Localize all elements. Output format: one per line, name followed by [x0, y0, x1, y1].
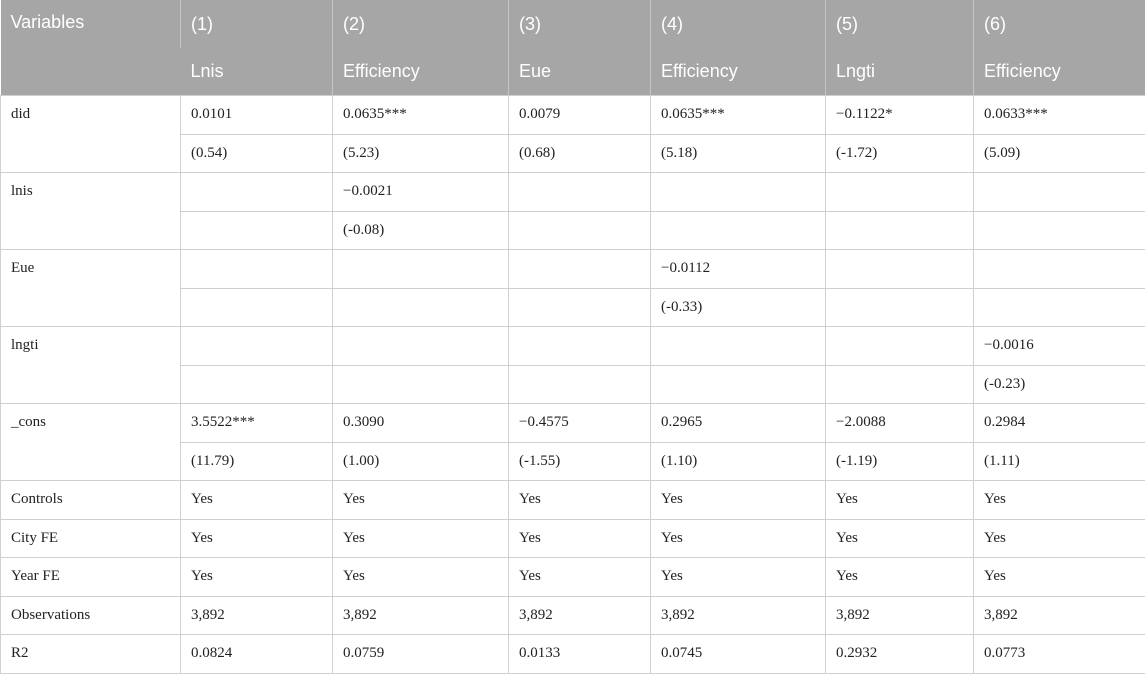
coefficient-cell: 0.2965 — [651, 404, 826, 443]
table-header — [1, 0, 1145, 96]
coefficient-cell: 0.2984 — [974, 404, 1145, 443]
t-statistic-cell — [181, 211, 333, 250]
summary-cell: Yes — [509, 558, 651, 597]
t-statistic-cell — [509, 288, 651, 327]
summary-cell: 0.0824 — [181, 635, 333, 674]
summary-cell: 0.0745 — [651, 635, 826, 674]
row-label: did — [1, 96, 181, 173]
table-row-coef — [1, 327, 1145, 366]
coefficient-cell — [333, 250, 509, 289]
row-label: Controls — [1, 481, 181, 520]
model-number-5: (5) — [826, 0, 974, 48]
summary-cell: 3,892 — [651, 596, 826, 635]
variables-header: Variables — [1, 0, 181, 96]
summary-cell: Yes — [509, 519, 651, 558]
t-statistic-cell: (5.23) — [333, 134, 509, 173]
dependent-var-4: Efficiency — [651, 48, 826, 96]
model-number-1: (1) — [181, 0, 333, 48]
summary-cell: 0.2932 — [826, 635, 974, 674]
model-number-4: (4) — [651, 0, 826, 48]
dependent-var-1: Lnis — [181, 48, 333, 96]
summary-cell: Yes — [181, 519, 333, 558]
summary-cell: 3,892 — [333, 596, 509, 635]
summary-cell: Yes — [333, 558, 509, 597]
t-statistic-cell: (-0.23) — [974, 365, 1145, 404]
row-label: lngti — [1, 327, 181, 404]
table-row-coef — [1, 173, 1145, 212]
model-number-6: (6) — [974, 0, 1145, 48]
summary-cell: 0.0773 — [974, 635, 1145, 674]
coefficient-cell — [651, 327, 826, 366]
coefficient-cell — [181, 173, 333, 212]
table-row-summary — [1, 481, 1145, 520]
header-row-model-numbers — [1, 0, 1145, 48]
table-row-coef — [1, 96, 1145, 135]
coefficient-cell: 0.0635*** — [333, 96, 509, 135]
t-statistic-cell: (11.79) — [181, 442, 333, 481]
coefficient-cell: 3.5522*** — [181, 404, 333, 443]
summary-cell: Yes — [826, 519, 974, 558]
summary-cell: Yes — [826, 481, 974, 520]
table-row-summary — [1, 635, 1145, 674]
summary-cell: 3,892 — [509, 596, 651, 635]
coefficient-cell — [509, 250, 651, 289]
summary-cell: Yes — [651, 519, 826, 558]
t-statistic-cell: (0.54) — [181, 134, 333, 173]
t-statistic-cell — [826, 211, 974, 250]
table-row-coef — [1, 250, 1145, 289]
summary-cell: Yes — [974, 558, 1145, 597]
table-row-summary — [1, 519, 1145, 558]
row-label: Observations — [1, 596, 181, 635]
dependent-var-3: Eue — [509, 48, 651, 96]
row-label: City FE — [1, 519, 181, 558]
row-label: Year FE — [1, 558, 181, 597]
row-label: _cons — [1, 404, 181, 481]
coefficient-cell: −0.0016 — [974, 327, 1145, 366]
summary-cell: 3,892 — [974, 596, 1145, 635]
t-statistic-cell — [509, 211, 651, 250]
coefficient-cell — [974, 250, 1145, 289]
coefficient-cell — [826, 173, 974, 212]
t-statistic-cell: (5.18) — [651, 134, 826, 173]
summary-cell: Yes — [826, 558, 974, 597]
model-number-3: (3) — [509, 0, 651, 48]
coefficient-cell: −0.0021 — [333, 173, 509, 212]
summary-cell: 0.0133 — [509, 635, 651, 674]
summary-cell: Yes — [333, 519, 509, 558]
t-statistic-cell: (-0.33) — [651, 288, 826, 327]
t-statistic-cell — [333, 288, 509, 327]
t-statistic-cell — [974, 211, 1145, 250]
t-statistic-cell — [181, 365, 333, 404]
coefficient-cell: −2.0088 — [826, 404, 974, 443]
t-statistic-cell — [826, 365, 974, 404]
coefficient-cell: 0.0635*** — [651, 96, 826, 135]
coefficient-cell — [333, 327, 509, 366]
coefficient-cell: −0.4575 — [509, 404, 651, 443]
t-statistic-cell — [974, 288, 1145, 327]
t-statistic-cell: (-1.19) — [826, 442, 974, 481]
dependent-var-2: Efficiency — [333, 48, 509, 96]
summary-cell: Yes — [333, 481, 509, 520]
coefficient-cell: −0.1122* — [826, 96, 974, 135]
summary-cell: 3,892 — [826, 596, 974, 635]
t-statistic-cell: (1.11) — [974, 442, 1145, 481]
t-statistic-cell: (-0.08) — [333, 211, 509, 250]
t-statistic-cell — [333, 365, 509, 404]
model-number-2: (2) — [333, 0, 509, 48]
coefficient-cell — [509, 327, 651, 366]
t-statistic-cell: (1.10) — [651, 442, 826, 481]
coefficient-cell — [826, 327, 974, 366]
row-label: R2 — [1, 635, 181, 674]
summary-cell: 3,892 — [181, 596, 333, 635]
t-statistic-cell — [181, 288, 333, 327]
table-body — [1, 96, 1145, 674]
row-label: Eue — [1, 250, 181, 327]
summary-cell: Yes — [509, 481, 651, 520]
summary-cell: Yes — [651, 558, 826, 597]
summary-cell: Yes — [651, 481, 826, 520]
coefficient-cell: 0.0633*** — [974, 96, 1145, 135]
summary-cell: Yes — [181, 558, 333, 597]
summary-cell: Yes — [974, 481, 1145, 520]
coefficient-cell — [509, 173, 651, 212]
coefficient-cell: 0.3090 — [333, 404, 509, 443]
row-label: lnis — [1, 173, 181, 250]
coefficient-cell — [181, 327, 333, 366]
summary-cell: Yes — [974, 519, 1145, 558]
t-statistic-cell: (1.00) — [333, 442, 509, 481]
coefficient-cell — [974, 173, 1145, 212]
coefficient-cell: 0.0079 — [509, 96, 651, 135]
coefficient-cell — [181, 250, 333, 289]
dependent-var-6: Efficiency — [974, 48, 1145, 96]
table-row-summary — [1, 558, 1145, 597]
summary-cell: Yes — [181, 481, 333, 520]
t-statistic-cell: (0.68) — [509, 134, 651, 173]
table-row-coef — [1, 404, 1145, 443]
dependent-var-5: Lngti — [826, 48, 974, 96]
t-statistic-cell — [651, 365, 826, 404]
table-row-summary — [1, 596, 1145, 635]
t-statistic-cell — [509, 365, 651, 404]
t-statistic-cell — [651, 211, 826, 250]
coefficient-cell — [651, 173, 826, 212]
coefficient-cell: −0.0112 — [651, 250, 826, 289]
summary-cell: 0.0759 — [333, 635, 509, 674]
t-statistic-cell — [826, 288, 974, 327]
t-statistic-cell: (-1.55) — [509, 442, 651, 481]
t-statistic-cell: (5.09) — [974, 134, 1145, 173]
coefficient-cell — [826, 250, 974, 289]
coefficient-cell: 0.0101 — [181, 96, 333, 135]
t-statistic-cell: (-1.72) — [826, 134, 974, 173]
